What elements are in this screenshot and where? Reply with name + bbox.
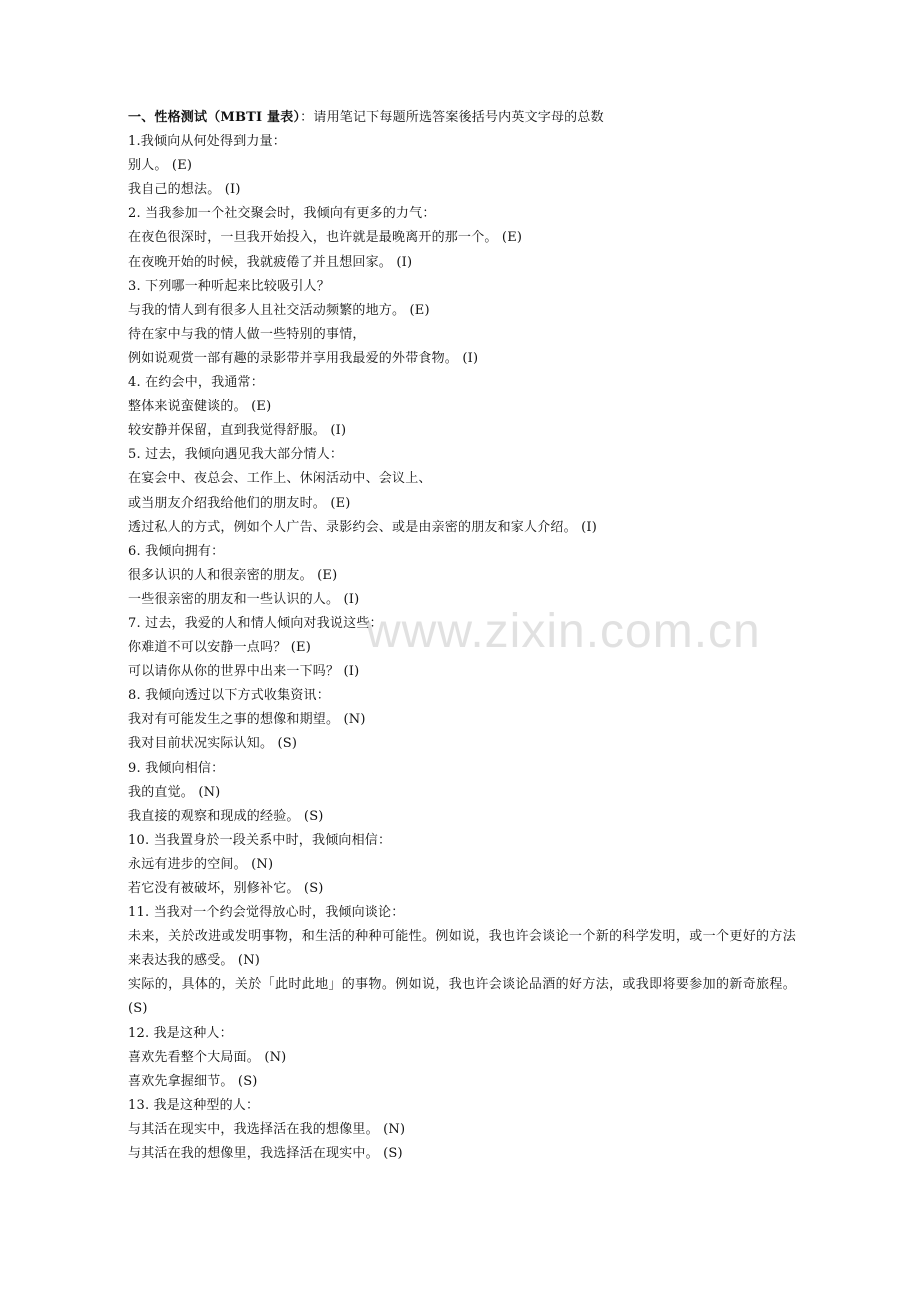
question-line: 13. 我是这种型的人： (128, 1097, 260, 1113)
answer-line: 我直接的观察和现成的经验。 (S) (128, 808, 324, 824)
question-line: 2. 当我参加一个社交聚会时，我倾向有更多的力气： (128, 206, 436, 222)
question-line: 12. 我是这种人： (128, 1025, 233, 1041)
answer-line: 待在家中与我的情人做一些特别的事情， (128, 326, 366, 342)
answer-line: 我对有可能发生之事的想像和期望。 (N) (128, 712, 366, 728)
answer-line: 别人。 (E) (128, 158, 193, 174)
answer-line: 永远有进步的空间。 (N) (128, 856, 274, 872)
answer-line: 喜欢先看整个大局面。 (N) (128, 1049, 287, 1065)
answer-line: 与其活在我的想像里，我选择活在现实中。 (S) (128, 1146, 403, 1162)
answer-line: 我的直觉。 (N) (128, 784, 221, 800)
question-line: 9. 我倾向相信： (128, 760, 225, 776)
question-line: 3. 下列哪一种听起来比较吸引人？ (128, 278, 330, 294)
answer-line: 一些很亲密的朋友和一些认识的人。 (I) (128, 591, 360, 607)
answer-line: 若它没有被破坏，别修补它。 (S) (128, 881, 324, 896)
question-line: 11. 当我对一个约会觉得放心时，我倾向谈论： (128, 905, 405, 921)
answer-line: 你难道不可以安静一点吗？ (E) (128, 640, 311, 656)
question-line: 7. 过去，我爱的人和情人倾向对我说这些： (128, 615, 383, 631)
answer-line: 我自己的想法。 (I) (128, 182, 241, 198)
question-line: 1.我倾向从何处得到力量： (128, 134, 287, 150)
section-heading (128, 106, 808, 130)
watermark: www.zixin.com.cn (366, 605, 761, 658)
question-line: 4. 在约会中，我通常： (128, 375, 264, 391)
answer-line: 喜欢先拿握细节。 (S) (128, 1073, 258, 1089)
answer-line: 在夜晚开始的时候，我就疲倦了并且想回家。 (I) (128, 254, 413, 270)
answer-paragraph: 未来，关於改进或发明事物，和生活的种种可能性。例如说，我也许会谈论一个新的科学发明，或一个更好的方法来表达我的感受。 (N) (128, 929, 796, 969)
answer-paragraph: 实际的，具体的，关於「此时此地」的事物。例如说，我也许会谈论品酒的好方法，或我即将要参加的新奇旅程。 (S) (128, 977, 796, 1017)
answer-line: 在夜色很深时，一旦我开始投入，也许就是最晚离开的那一个。 (E) (128, 230, 523, 246)
answer-line: 在宴会中、夜总会、工作上、休闲活动中、会议上、 (128, 471, 432, 487)
question-line: 6. 我倾向拥有： (128, 543, 225, 559)
answer-line: 与我的情人到有很多人且社交活动频繁的地方。 (E) (128, 302, 430, 318)
answer-line: 与其活在现实中，我选择活在我的想像里。 (N) (128, 1121, 406, 1137)
question-line: 5. 过去，我倾向遇见我大部分情人： (128, 447, 344, 463)
answer-line: 很多认识的人和很亲密的朋友。 (E) (128, 567, 338, 583)
answer-line: 透过私人的方式，例如个人广告、录影约会、或是由亲密的朋友和家人介绍。 (I) (128, 519, 598, 535)
heading-title: 一、性格测试（MBTI 量表） (128, 110, 301, 125)
answer-line: 整体来说蛮健谈的。 (E) (128, 399, 272, 415)
question-line: 10. 当我置身於一段关系中时，我倾向相信： (128, 832, 392, 848)
answer-line: 我对目前状况实际认知。 (S) (128, 736, 298, 752)
answer-line: 较安静并保留，直到我觉得舒服。 (I) (128, 423, 347, 439)
answer-line: 例如说观赏一部有趣的录影带并享用我最爱的外带食物。 (I) (128, 350, 479, 366)
question-line: 8. 我倾向透过以下方式收集资讯： (128, 688, 330, 704)
answer-line: 可以请你从你的世界中出来一下吗？ (I) (128, 664, 360, 680)
heading-instruction: ：请用笔记下每题所选答案後括号内英文字母的总数 (300, 110, 604, 125)
answer-line: 或当朋友介绍我给他们的朋友时。 (E) (128, 495, 351, 511)
